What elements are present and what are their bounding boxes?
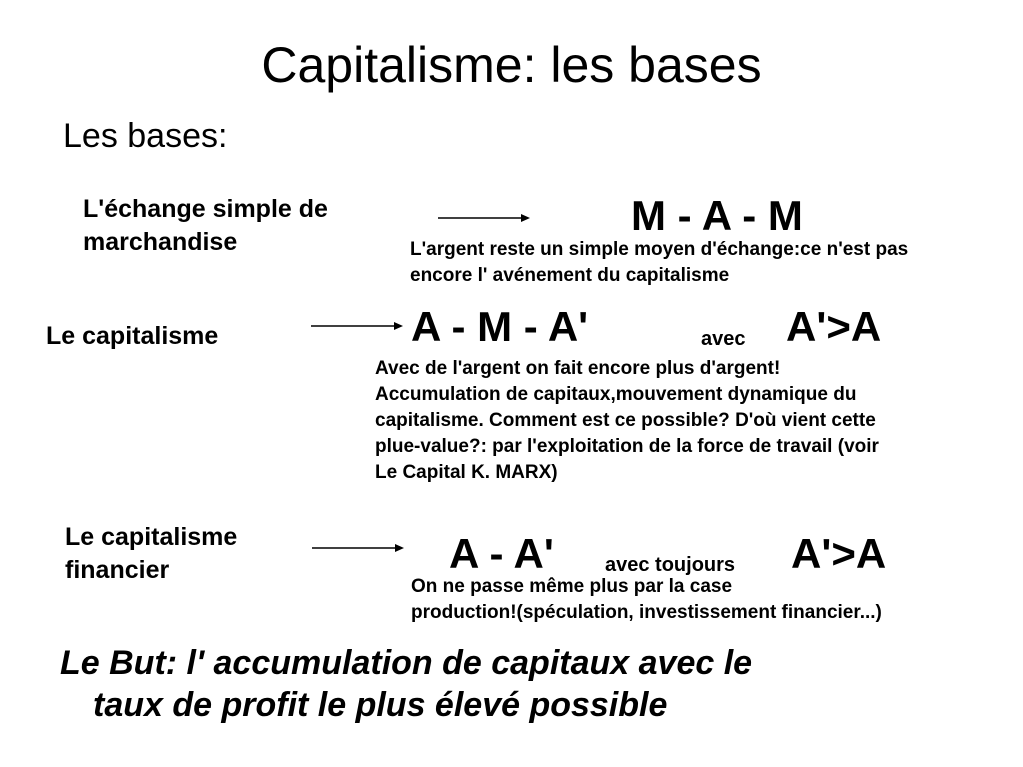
row2-label (46, 320, 218, 353)
goal-statement (60, 642, 752, 726)
goal-line2: taux de profit le plus élevé possible (93, 686, 668, 724)
row2-note-line1: Avec de l'argent on fait encore plus d'argent! (375, 358, 781, 379)
row1-label-line2: marchandise (83, 228, 238, 256)
row1-note-line2: encore l' avénement du capitalisme (410, 265, 730, 286)
row3-label (65, 521, 237, 587)
row2-note-line5: Le Capital K. MARX) (375, 462, 558, 483)
row2-note (375, 356, 879, 486)
row3-label-line1: Le capitalisme (65, 523, 238, 551)
row3-note (411, 574, 882, 626)
row2-formula: A - M - A' (411, 303, 589, 350)
row2-note-line3: capitalisme. Comment est ce possible? D'où vient cette (375, 410, 876, 431)
row3-label-line2: financier (65, 556, 170, 584)
row2-arrow-icon (310, 319, 405, 333)
row2-note-line4: plue-value?: par l'exploitation de la force de travail (voir (375, 436, 879, 457)
row3-formula: A - A' (449, 530, 554, 577)
row1-formula: M - A - M (631, 192, 803, 239)
row3-relation: A'>A (791, 530, 887, 577)
row1-arrow-icon (437, 211, 532, 225)
row1-label-line1: L'échange simple de (83, 195, 328, 223)
row3-avec: avec toujours (605, 554, 736, 576)
row3-note-line1: On ne passe même plus par la case (411, 576, 733, 597)
row2-label-line1: Le capitalisme (46, 322, 219, 350)
row1-note (410, 237, 908, 289)
slide-title: Capitalisme: les bases (261, 37, 762, 93)
row2-relation: A'>A (786, 303, 882, 350)
row2-note-line2: Accumulation de capitaux,mouvement dynamique du (375, 384, 857, 405)
row3-arrow-icon (311, 541, 406, 555)
row2-avec: avec (701, 328, 746, 350)
goal-line1: Le But: l' accumulation de capitaux avec le (60, 644, 753, 682)
slide-subtitle: Les bases: (63, 117, 228, 155)
row1-label (83, 193, 328, 259)
row1-note-line1: L'argent reste un simple moyen d'échange:ce n'est pas (410, 239, 909, 260)
row3-note-line2: production!(spéculation, investissement financier...) (411, 602, 882, 623)
